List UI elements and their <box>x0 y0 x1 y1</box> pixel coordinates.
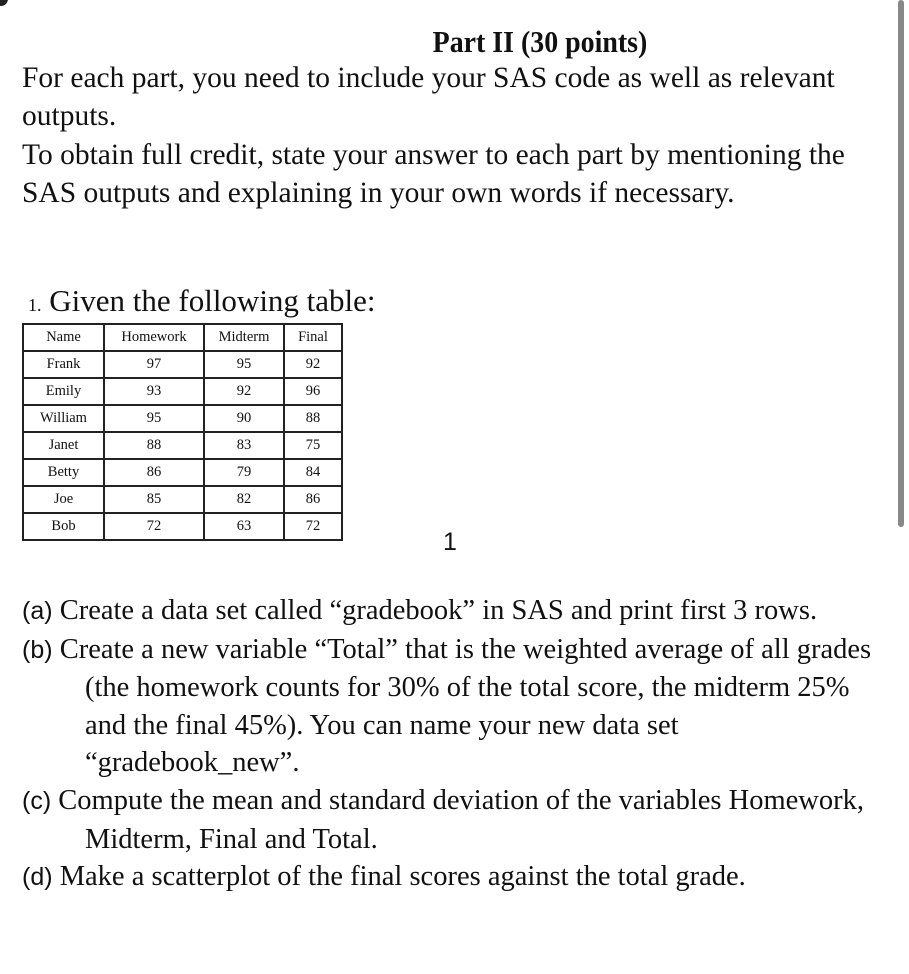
part-label: (d) <box>22 863 53 892</box>
table-cell: Bob <box>23 513 104 540</box>
table-cell: 90 <box>204 405 284 432</box>
table-cell: William <box>23 405 104 432</box>
part-text: Compute the mean and standard deviation of the variables Homework, Midterm, Final and Total. <box>58 784 864 855</box>
part-c <box>22 782 882 858</box>
page-title: Part II (30 points) <box>432 24 648 59</box>
table-cell: 83 <box>204 432 284 459</box>
page-number: 1 <box>443 528 457 556</box>
table-cell: 75 <box>284 432 342 459</box>
part-text: Create a data set called “gradebook” in SAS and print first 3 rows. <box>59 595 818 626</box>
table-cell: 95 <box>104 405 204 432</box>
question-number: 1. <box>28 295 42 315</box>
header-midterm: Midterm <box>204 324 284 351</box>
table-row <box>23 351 342 378</box>
table-cell: 88 <box>104 432 204 459</box>
table-cell: 63 <box>204 513 284 540</box>
table-row <box>23 513 342 540</box>
table-row <box>23 405 342 432</box>
table-cell: 86 <box>104 459 204 486</box>
table-cell: 82 <box>204 486 284 513</box>
table-cell: Betty <box>23 459 104 486</box>
table-cell: 97 <box>104 351 204 378</box>
decorative-dot <box>0 0 8 6</box>
part-b <box>22 631 882 782</box>
table-cell: Emily <box>23 378 104 405</box>
question-parts <box>22 592 882 897</box>
table-cell: Frank <box>23 351 104 378</box>
grades-table <box>22 323 343 541</box>
table-cell: 96 <box>284 378 342 405</box>
question-text: Given the following table: <box>49 283 376 318</box>
part-d <box>22 858 882 897</box>
table-header-row <box>23 324 342 351</box>
table-cell: 92 <box>204 378 284 405</box>
table-cell: 88 <box>284 405 342 432</box>
table-row <box>23 378 342 405</box>
header-final: Final <box>284 324 342 351</box>
table-cell: 86 <box>284 486 342 513</box>
instruction-2: To obtain full credit, state your answer to each part by mentioning the SAS outputs and explaining in your own words if necessary. <box>22 138 845 209</box>
table-cell: 72 <box>284 513 342 540</box>
table-cell: Joe <box>23 486 104 513</box>
table-row <box>23 432 342 459</box>
scrollbar[interactable] <box>898 0 904 527</box>
table-cell: 92 <box>284 351 342 378</box>
part-text: Make a scatterplot of the final scores against the total grade. <box>59 861 746 893</box>
question-heading <box>28 283 376 319</box>
part-text: Create a new variable “Total” that is the weighted average of all grades (the homework counts for 30% of the total score, the midterm 25% and the final 45%). You can name your new data set “gradebook_new”. <box>59 633 872 779</box>
table-cell: 85 <box>104 486 204 513</box>
table-cell: 79 <box>204 459 284 486</box>
table-cell: 93 <box>104 378 204 405</box>
instructions <box>22 59 882 212</box>
part-label: (b) <box>22 635 53 664</box>
table-cell: 95 <box>204 351 284 378</box>
part-a <box>22 592 882 631</box>
table-row <box>23 459 342 486</box>
table-cell: Janet <box>23 432 104 459</box>
part-label: (a) <box>22 597 53 625</box>
table-cell: 84 <box>284 459 342 486</box>
part-label: (c) <box>22 786 52 815</box>
header-homework: Homework <box>104 324 204 351</box>
header-name: Name <box>23 324 104 351</box>
instruction-1: For each part, you need to include your SAS code as well as relevant outputs. <box>22 62 835 133</box>
table-row <box>23 486 342 513</box>
table-cell: 72 <box>104 513 204 540</box>
